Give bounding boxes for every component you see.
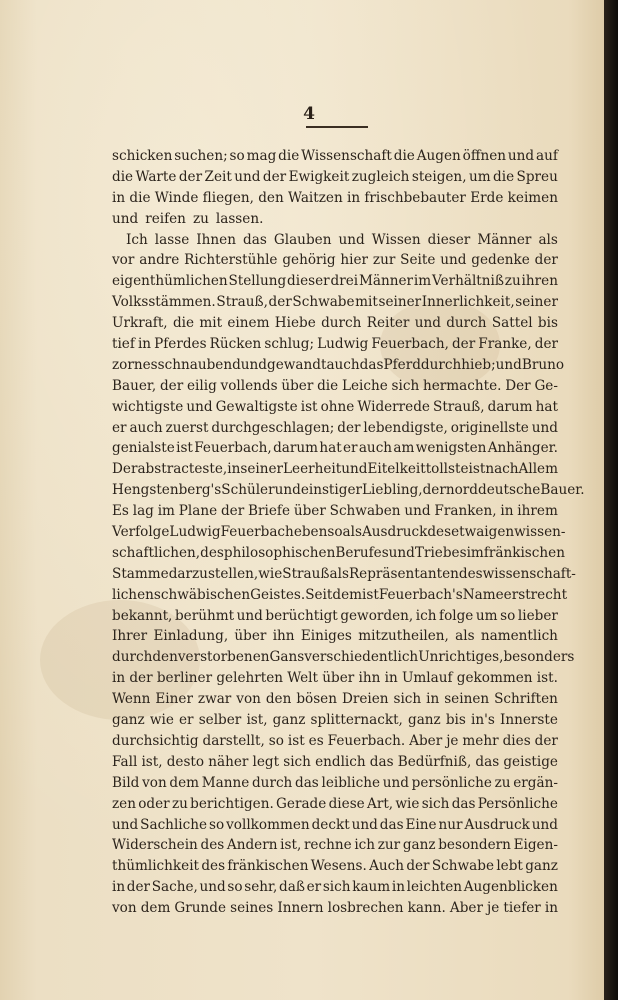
text-line: eigenthümlichen Stellung dieser drei Männer im Verhältniß zu ihren — [112, 273, 558, 290]
text-line: vor andre Richterstühle gehörig hier zur Seite und gedenke der — [112, 252, 558, 269]
text-line: Ihrer Einladung, über ihn Einiges mitzutheilen, als namentlich — [112, 628, 558, 645]
text-line: thümlichkeit des fränkischen Wesens. Auch der Schwabe lebt ganz — [112, 858, 558, 875]
text-line: zornesschnaubend und gewandt auch das Pferd durchhieb; und Bruno — [112, 356, 565, 373]
text-line: Verfolge Ludwig Feuerbach ebenso als Ausdruck des etwaigen wissen- — [112, 524, 566, 541]
text-line: schaftlichen, des philosophischen Berufes und Triebes im fränkischen — [112, 544, 565, 561]
text-line: zen oder zu berichtigen. Gerade diese Art, wie sich das Persönliche — [112, 795, 558, 812]
text-line: Stamme darzustellen, wie Strauß als Repräsentanten des wissenschaft- — [112, 565, 576, 582]
header-rule — [306, 126, 368, 128]
text-line: Volksstämmen. Strauß, der Schwabe mit seiner Innerlichkeit, seiner — [112, 294, 558, 311]
text-line: Bild von dem Manne durch das leibliche und persönliche zu ergän- — [112, 774, 558, 791]
text-line: er auch zuerst durchgeschlagen; der lebendigste, originellste und — [112, 419, 558, 436]
body-text — [112, 146, 585, 919]
text-line: Fall ist, desto näher legt sich endlich das Bedürfniß, das geistige — [112, 753, 558, 770]
text-line: tief in Pferdes Rücken schlug; Ludwig Feuerbach, der Franke, der — [112, 336, 558, 353]
page-edge-shadow — [604, 0, 618, 1000]
text-line: Der abstracteste, in seiner Leerheit und Eitelkeit tollste ist nach Allem — [112, 461, 558, 478]
text-line: Widerschein des Andern ist, rechne ich zur ganz besondern Eigen- — [112, 837, 558, 854]
text-line: lichen schwäbischen Geistes. Seitdem ist Feuerbach's Name erst recht — [112, 586, 568, 603]
text-line: durchsichtig darstellt, so ist es Feuerbach. Aber je mehr dies der — [112, 732, 558, 749]
text-line: und reifen zu lassen. — [112, 210, 264, 227]
text-line: Es lag im Plane der Briefe über Schwaben und Franken, in ihrem — [112, 503, 558, 520]
text-line: in der Sache, und so sehr, daß er sich kaum in leichten Augenblicken — [112, 879, 558, 896]
text-line: wichtigste und Gewaltigste ist ohne Widerrede Strauß, darum hat — [112, 398, 558, 415]
text-line: ganz wie er selber ist, ganz splitternackt, ganz bis in's Innerste — [112, 712, 558, 729]
page-number: 4 — [303, 104, 315, 124]
text-line: bekannt, berühmt und berüchtigt geworden, ich folge um so lieber — [112, 607, 558, 624]
text-line: von dem Grunde seines Innern losbrechen kann. Aber je tiefer in — [112, 900, 558, 917]
text-line: die Warte der Zeit und der Ewigkeit zugleich steigen, um die Spreu — [112, 168, 558, 185]
text-line: und Sachliche so vollkommen deckt und das Eine nur Ausdruck und — [112, 816, 558, 833]
text-line: Bauer, der eilig vollends über die Leiche sich hermachte. Der Ge- — [112, 377, 558, 394]
text-line: Hengstenberg's Schüler und einstiger Liebling, der norddeutsche Bauer. — [112, 482, 585, 499]
text-line: genialste ist Feuerbach, darum hat er auch am wenigsten Anhänger. — [112, 440, 558, 457]
text-line: Ich lasse Ihnen das Glauben und Wissen dieser Männer als — [126, 231, 558, 248]
text-line: Wenn Einer zwar von den bösen Dreien sich in seinen Schriften — [112, 691, 558, 708]
text-line: in die Winde fliegen, den Waitzen in frischbebauter Erde keimen — [112, 189, 558, 206]
text-line: schicken suchen; so mag die Wissenschaft die Augen öffnen und auf — [112, 148, 558, 164]
text-line: Urkraft, die mit einem Hiebe durch Reiter und durch Sattel bis — [112, 315, 558, 332]
text-line: in der berliner gelehrten Welt über ihn in Umlauf gekommen ist. — [112, 670, 558, 687]
text-line: durch den verstorbenen Gans verschiedentlich Unrichtiges, besonders — [112, 649, 575, 666]
